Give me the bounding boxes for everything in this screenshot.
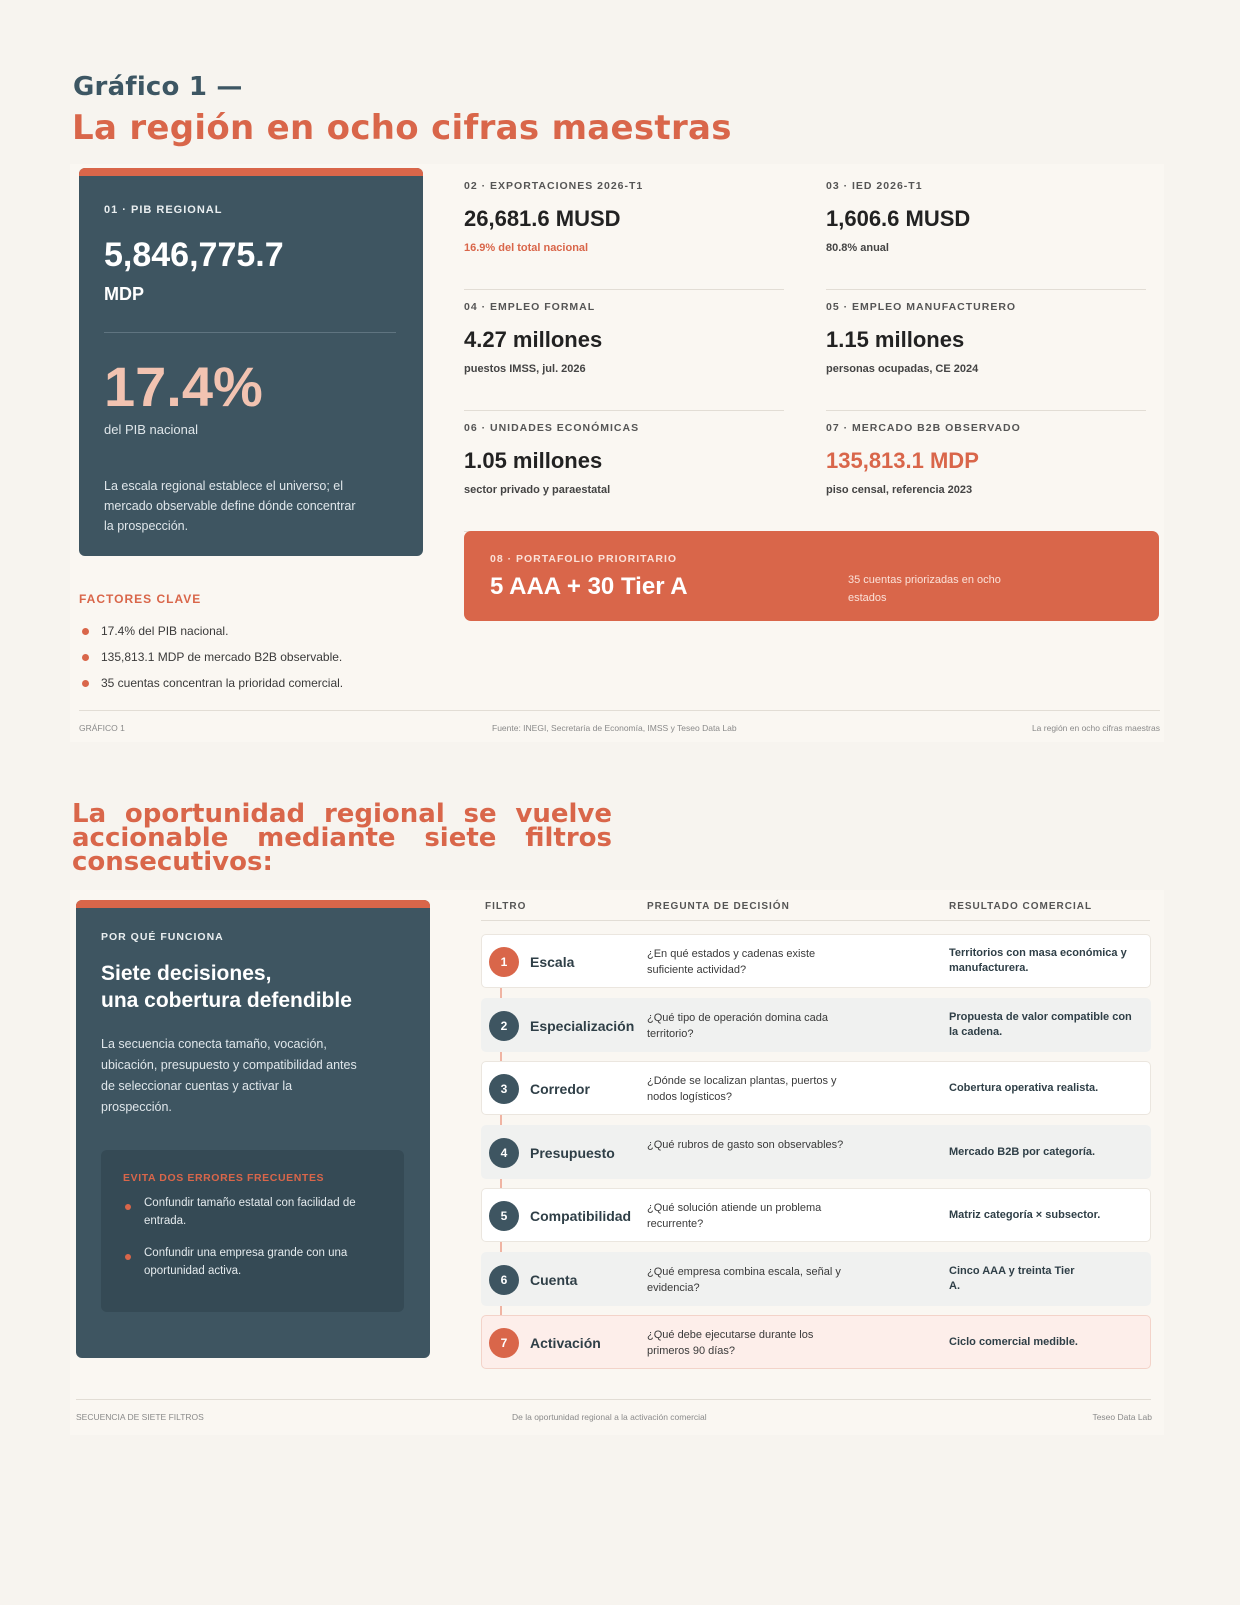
list-item: Confundir una empresa grande con una oportunidad activa. <box>123 1244 383 1280</box>
footer-left: GRÁFICO 1 <box>79 723 125 733</box>
card-divider <box>104 332 396 333</box>
gdp-description: La escala regional establece el universo; el mercado observable define dónde concentrar la prospección. <box>104 479 356 533</box>
gdp-label: 01 · PIB REGIONAL <box>104 204 223 216</box>
step-number: 6 <box>489 1265 519 1295</box>
chart-eyebrow: Gráfico 1 — <box>73 72 243 102</box>
step-number: 5 <box>489 1201 519 1231</box>
decision-question: ¿Qué empresa combina escala, señal y evidencia? <box>647 1266 841 1294</box>
footer-divider <box>76 1399 1151 1400</box>
filter-name: Cuenta <box>530 1272 578 1288</box>
portfolio-card <box>464 531 1159 621</box>
metric-formal-employment <box>464 301 784 411</box>
gdp-percent: 17.4% <box>104 355 263 418</box>
table-row <box>481 1188 1151 1242</box>
footer-right: La región en ocho cifras maestras <box>1031 723 1160 733</box>
commercial-result: Mercado B2B por categoría. <box>949 1146 1096 1158</box>
step-number: 7 <box>489 1328 519 1358</box>
header-divider <box>481 920 1150 921</box>
card-description: La secuencia conecta tamaño, vocación, ubicación, presupuesto y compatibilidad antes de seleccionar cuentas y activar la prospección. <box>101 1037 357 1114</box>
filter-name: Corredor <box>530 1081 590 1097</box>
footer-right: Teseo Data Lab <box>1092 1412 1152 1422</box>
key-factors-list <box>82 624 343 702</box>
metric-note: personas ocupadas, CE 2024 <box>826 363 979 375</box>
list-item: 35 cuentas concentran la prioridad comercial. <box>82 676 343 702</box>
section-title: La oportunidad regional se vuelve accionable mediante siete filtros consecutivos: <box>72 799 612 877</box>
decision-question: ¿Dónde se localizan plantas, puertos y nodos logísticos? <box>647 1075 837 1103</box>
step-number: 2 <box>489 1011 519 1041</box>
decision-question: ¿Qué tipo de operación domina cada territorio? <box>647 1012 829 1040</box>
decision-question: ¿Qué rubros de gasto son observables? <box>647 1139 844 1151</box>
metric-label: 02 · EXPORTACIONES 2026-T1 <box>464 180 644 192</box>
metric-b2b-market <box>826 422 1146 532</box>
gdp-value: 5,846,775.7 <box>104 236 284 274</box>
errors-box <box>101 1150 404 1312</box>
metric-note: piso censal, referencia 2023 <box>826 484 973 496</box>
step-connector <box>500 988 502 998</box>
column-header-result: RESULTADO COMERCIAL <box>949 901 1093 912</box>
gdp-percent-label: del PIB nacional <box>104 422 198 437</box>
card-heading-line: Siete decisiones, <box>101 962 272 985</box>
metric-value: 26,681.6 MUSD <box>464 206 621 231</box>
step-connector <box>500 1051 502 1061</box>
card-label: POR QUÉ FUNCIONA <box>101 931 224 943</box>
gdp-card <box>79 168 423 556</box>
metric-note: sector privado y paraestatal <box>464 484 611 496</box>
card-accent-bar <box>76 900 430 908</box>
commercial-result: Cinco AAA y treinta Tier A. <box>949 1265 1075 1292</box>
table-row <box>481 1061 1151 1115</box>
metric-fdi <box>826 180 1146 290</box>
decision-question: ¿En qué estados y cadenas existe suficiente actividad? <box>647 948 816 976</box>
card-heading <box>101 960 401 1014</box>
commercial-result: Cobertura operativa realista. <box>949 1082 1099 1094</box>
metric-label: 06 · UNIDADES ECONÓMICAS <box>464 422 640 434</box>
column-header-question: PREGUNTA DE DECISIÓN <box>647 901 790 912</box>
metric-value: 1,606.6 MUSD <box>826 206 971 231</box>
metric-value: 1.05 millones <box>464 448 603 473</box>
table-row <box>481 1125 1151 1179</box>
footer-divider <box>79 710 1160 711</box>
portfolio-label: 08 · PORTAFOLIO PRIORITARIO <box>490 553 678 565</box>
table-row <box>481 1252 1151 1306</box>
step-connector <box>500 1305 502 1315</box>
list-item: Confundir tamaño estatal con facilidad de entrada. <box>123 1194 383 1230</box>
filter-name: Activación <box>530 1335 601 1351</box>
metric-manufacturing-employment <box>826 301 1146 411</box>
step-number: 1 <box>489 947 519 977</box>
decision-question: ¿Qué solución atiende un problema recurrente? <box>647 1202 822 1230</box>
filter-name: Presupuesto <box>530 1145 615 1161</box>
filter-name: Especialización <box>530 1018 635 1034</box>
decision-question: ¿Qué debe ejecutarse durante los primeros 90 días? <box>647 1329 814 1357</box>
commercial-result: Propuesta de valor compatible con la cadena. <box>949 1011 1132 1038</box>
metric-note: 16.9% del total nacional <box>464 242 589 254</box>
step-number: 3 <box>489 1074 519 1104</box>
step-number: 4 <box>489 1138 519 1168</box>
metric-economic-units <box>464 422 784 532</box>
portfolio-value: 5 AAA + 30 Tier A <box>490 573 688 600</box>
filter-name: Escala <box>530 954 575 970</box>
metric-note: 80.8% anual <box>826 242 889 254</box>
column-header-filter: FILTRO <box>485 901 527 912</box>
step-connector <box>500 1115 502 1125</box>
filter-name: Compatibilidad <box>530 1208 632 1224</box>
table-row <box>481 1315 1151 1369</box>
commercial-result: Territorios con masa económica y manufacturera. <box>949 947 1127 974</box>
metric-note: puestos IMSS, jul. 2026 <box>464 363 586 375</box>
key-factors-title: FACTORES CLAVE <box>79 592 202 606</box>
table-row <box>481 998 1151 1052</box>
why-it-works-card <box>76 900 430 1358</box>
metric-label: 07 · MERCADO B2B OBSERVADO <box>826 422 1021 434</box>
gdp-unit: MDP <box>104 284 144 304</box>
metric-label: 03 · IED 2026-T1 <box>826 180 923 192</box>
portfolio-note: 35 cuentas priorizadas en ocho estados <box>848 574 1001 604</box>
footer-source: Fuente: INEGI, Secretaría de Economía, IMSS y Teseo Data Lab <box>492 723 737 733</box>
step-connector <box>500 1178 502 1188</box>
footer-center: De la oportunidad regional a la activación comercial <box>512 1412 707 1422</box>
metric-label: 05 · EMPLEO MANUFACTURERO <box>826 301 1017 313</box>
errors-title: EVITA DOS ERRORES FRECUENTES <box>123 1172 325 1184</box>
commercial-result: Matriz categoría × subsector. <box>949 1209 1101 1221</box>
table-row <box>481 934 1151 988</box>
metric-value: 4.27 millones <box>464 327 603 352</box>
list-item: 135,813.1 MDP de mercado B2B observable. <box>82 650 343 676</box>
commercial-result: Ciclo comercial medible. <box>949 1336 1078 1348</box>
footer-left: SECUENCIA DE SIETE FILTROS <box>76 1412 204 1422</box>
metric-value: 1.15 millones <box>826 327 965 352</box>
metric-value: 135,813.1 MDP <box>826 448 979 473</box>
card-heading-line: una cobertura defendible <box>101 989 352 1012</box>
card-accent-bar <box>79 168 423 176</box>
metric-exports <box>464 180 784 290</box>
page-title: La región en ocho cifras maestras <box>72 108 732 148</box>
list-item: 17.4% del PIB nacional. <box>82 624 343 650</box>
metric-label: 04 · EMPLEO FORMAL <box>464 301 596 313</box>
step-connector <box>500 1242 502 1252</box>
